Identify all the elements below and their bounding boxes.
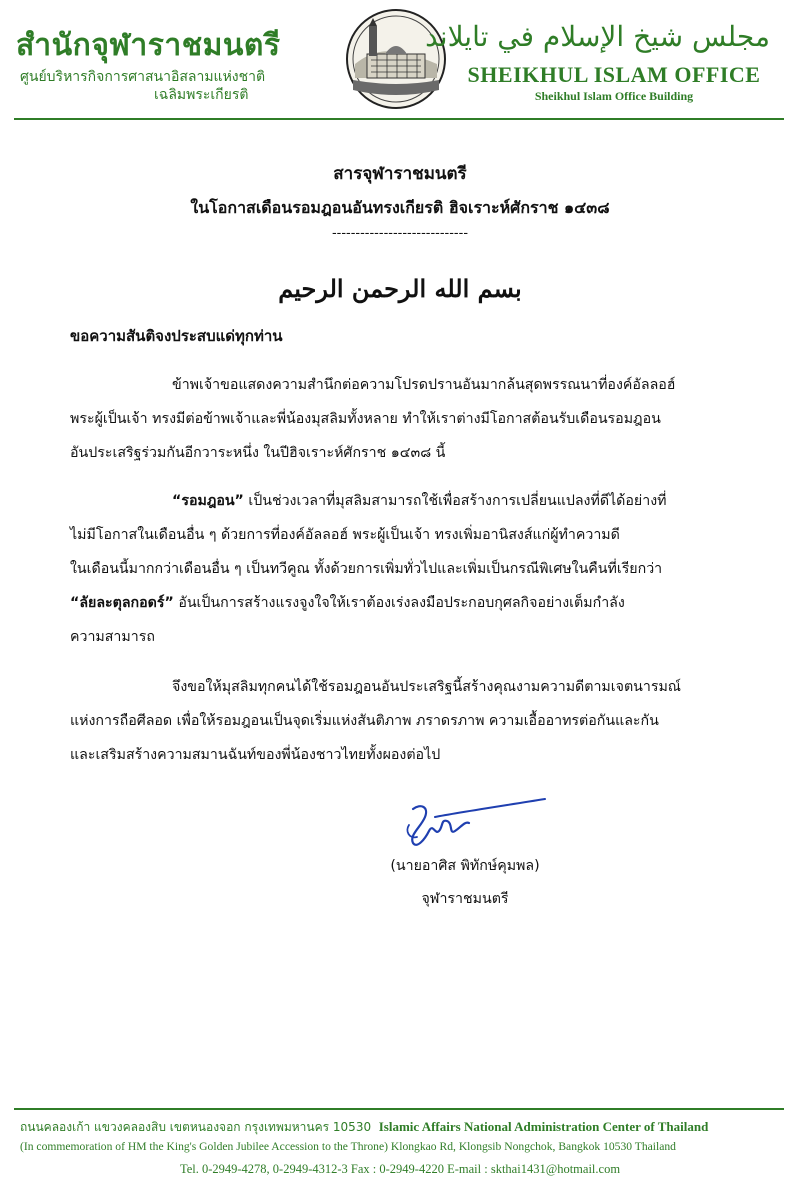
office-arabic-title: مجلس شيخ الإسلام في تايلاند: [425, 20, 770, 53]
office-english-title: SHEIKHUL ISLAM OFFICE: [467, 62, 761, 87]
signatory-title: จุฬาราชมนตรี: [421, 891, 509, 907]
bismillah-text: بسم الله الرحمن الرحيم: [278, 274, 522, 303]
paragraph-3: [70, 670, 735, 772]
greeting: ขอความสันติจงประสบแด่ทุกท่าน: [70, 327, 283, 345]
footer-thai-address: ถนนคลองเก้า แขวงคลองสิบ เขตหนองจอก กรุงเทพมหานคร 10530: [20, 1120, 372, 1134]
paragraph-line: ไม่มีโอกาสในเดือนอื่น ๆ ด้วยการที่องค์อัลลอฮ์ พระผู้เป็นเจ้า ทรงเพิ่มอานิสงส์แก่ผู้ทำความดี: [70, 527, 620, 543]
handwritten-signature: [395, 795, 555, 855]
office-thai-subtitle: ศูนย์บริหารกิจการศาสนาอิสลามแห่งชาติ: [20, 69, 266, 85]
paragraph-2: [70, 484, 735, 654]
paragraph-line: ความสามารถ: [70, 629, 155, 645]
paragraph-1: [70, 368, 735, 470]
paragraph-line: [70, 586, 735, 620]
footer-divider: [14, 1108, 784, 1110]
office-thai-subtitle-2: เฉลิมพระเกียรติ: [154, 87, 249, 103]
letterhead-divider: [14, 118, 784, 120]
footer-english-address: (In commemoration of HM the King's Golden Jubilee Accession to the Throne) Klongkao Rd, Klongsib Nongchok, Bangkok 10530 Thailand: [20, 1140, 676, 1153]
paragraph-line: และเสริมสร้างความสมานฉันท์ของพี่น้องชาวไทยทั้งผองต่อไป: [70, 747, 441, 763]
footer-contacts: Tel. 0-2949-4278, 0-2949-4312-3 Fax : 0-2949-4220 E-mail : skthai1431@hotmail.com: [179, 1162, 621, 1176]
paragraph-line: แห่งการถือศีลอด เพื่อให้รอมฎอนเป็นจุดเริ่มแห่งสันติภาพ ภราดรภาพ ความเอื้ออาทรต่อกันและกัน: [70, 713, 659, 729]
signatory-name: (นายอาศิส พิทักษ์คุมพล): [390, 858, 540, 874]
paragraph-line: ข้าพเจ้าขอแสดงความสำนึกต่อความโปรดปรานอันมากล้นสุดพรรณนาที่องค์อัลลอฮ์: [172, 377, 676, 393]
paragraph-line: ในเดือนนี้มากกว่าเดือนอื่น ๆ เป็นทวีคูณ ทั้งด้วยการเพิ่มทั่วไปและเพิ่มเป็นกรณีพิเศษในคืนที่เรียกว่า: [70, 561, 663, 577]
document-title: สารจุฬาราชมนตรี: [333, 164, 467, 184]
paragraph-text: เป็นช่วงเวลาที่มุสลิมสามารถใช้เพื่อสร้างการเปลี่ยนแปลงที่ดีได้อย่างที่: [243, 493, 667, 509]
office-thai-title: สำนักจุฬาราชมนตรี: [16, 28, 281, 63]
footer-center-name: Islamic Affairs National Administration Center of Thailand: [378, 1119, 709, 1134]
heading-divider: -----------------------------: [331, 226, 469, 241]
paragraph-line: [70, 484, 735, 518]
paragraph-line: จึงขอให้มุสลิมทุกคนได้ใช้รอมฎอนอันประเสริฐนี้สร้างคุณงามความดีตามเจตนารมณ์: [172, 679, 681, 695]
footer-line-1: [20, 1118, 708, 1137]
office-english-subtitle: Sheikhul Islam Office Building: [534, 89, 694, 103]
term-ramadan: “รอมฎอน”: [172, 493, 244, 509]
paragraph-line: พระผู้เป็นเจ้า ทรงมีต่อข้าพเจ้าและพี่น้องมุสลิมทั้งหลาย ทำให้เราต่างมีโอกาสต้อนรับเดือนรอมฎอน: [70, 411, 661, 427]
paragraph-line: อันประเสริฐร่วมกันอีกวาระหนึ่ง ในปีฮิจเราะห์ศักราช ๑๔๓๘ นี้: [70, 445, 446, 461]
term-laylatul-qadr: “ลัยละตุลกอดร์”: [70, 595, 174, 611]
document-subtitle: ในโอกาสเดือนรอมฎอนอันทรงเกียรติ ฮิจเราะห์ศักราช ๑๔๓๘: [190, 198, 610, 217]
paragraph-text: อันเป็นการสร้างแรงจูงใจให้เราต้องเร่งลงมือประกอบกุศลกิจอย่างเต็มกำลัง: [173, 595, 625, 611]
